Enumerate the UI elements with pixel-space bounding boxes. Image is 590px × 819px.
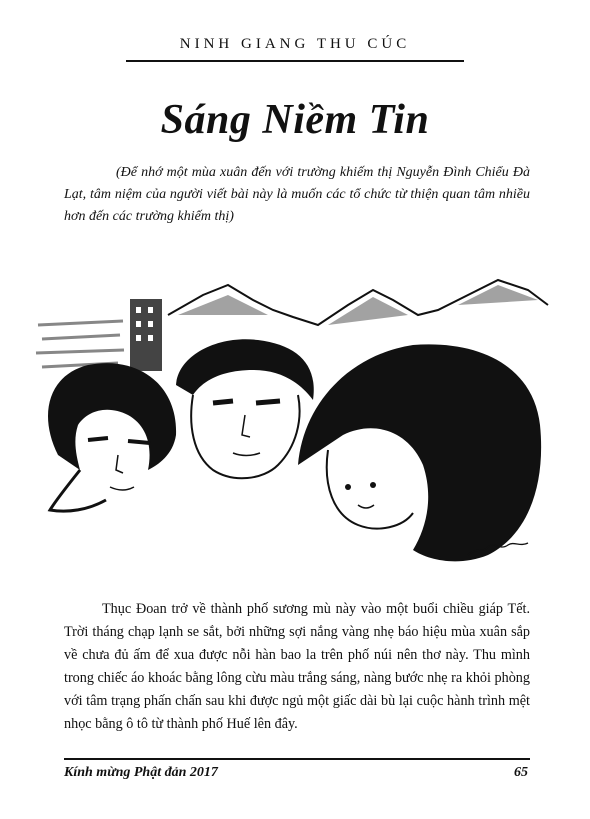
article-title: Sáng Niềm Tin bbox=[160, 97, 430, 143]
article-body: Thục Đoan trở về thành phố sương mù này vào một buổi chiều giáp Tết. Trời tháng chạp lạnh se sắt, bởi những sợi nắng vàng nhẹ báo hiệu mùa xuân sắp về chưa đủ ấm để xua được nỗi hàn bao la trên phố núi nên thơ này. Thu mình trong chiếc áo khoác bằng lông cừu màu trắng sáng, nàng bước nhẹ ra khỏi phòng với tâm trạng phấn chấn sau khi được ngủ một giấc dài bù lại cuộc hành trình mệt nhọc bằng ô tô từ thành phố Huế lên đây. bbox=[64, 601, 530, 732]
footer-publication: Kính mừng Phật đản 2017 bbox=[64, 765, 218, 780]
right-face bbox=[298, 344, 541, 561]
building bbox=[130, 299, 162, 371]
dedication-text: (Để nhớ một mùa xuân đến với trường khiếm thị Nguyễn Đình Chiểu Đà Lạt, tâm niệm của người viết bài này là muốn các tổ chức từ thiện quan tâm nhiều hơn đến các trường khiếm thị) bbox=[64, 165, 530, 224]
page-number: 65 bbox=[514, 765, 528, 780]
horizon-strokes bbox=[36, 321, 124, 367]
header-rule bbox=[126, 60, 464, 62]
left-face bbox=[48, 363, 176, 511]
mountain-shading bbox=[178, 285, 538, 325]
author-name: NINH GIANG THU CÚC bbox=[179, 36, 411, 52]
middle-face bbox=[176, 339, 314, 478]
ink-illustration bbox=[28, 255, 568, 575]
footer-rule bbox=[64, 758, 530, 760]
